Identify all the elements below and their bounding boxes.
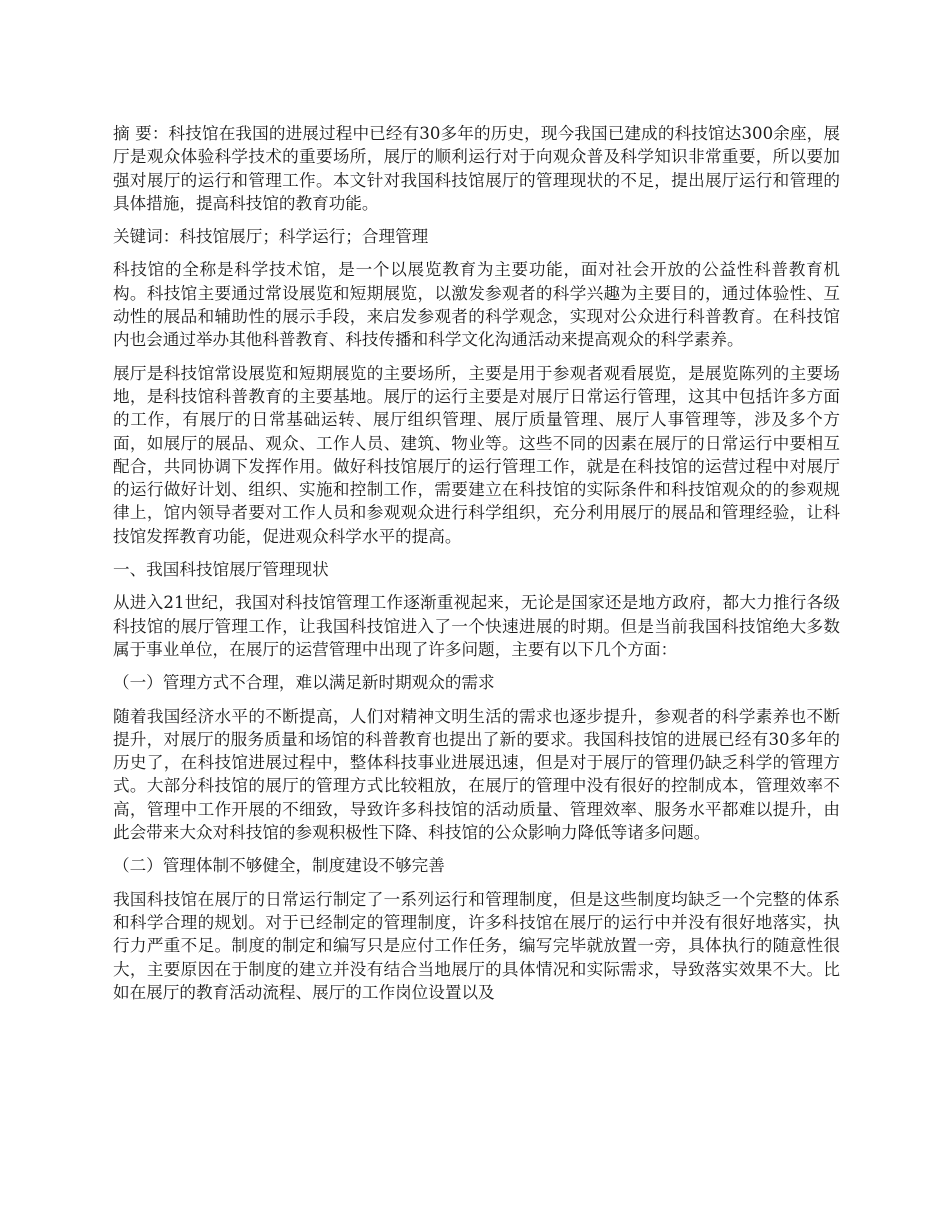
keywords-line: 关键词：科技馆展厅；科学运行；合理管理 (113, 227, 429, 247)
body-paragraph-5: 我国科技馆在展厅的日常运行制定了一系列运行和管理制度，但是这些制度均缺乏一个完整的体系和科学合理的规划。对于已经制定的管理制度，许多科技馆在展厅的运行中并没有很好地落实，执行力严重不足。制度的制定和编写只是应付工作任务，编写完毕就放置一旁，具体执行的随意性很大，主要原因在于制度的建立并没有结合当地展厅的具体情况和实际需求，导致落实效果不大。比如在展厅的教育活动流程、展厅的工作岗位设置以及 (113, 889, 840, 1002)
body-paragraph-1: 科技馆的全称是科学技术馆，是一个以展览教育为主要功能，面对社会开放的公益性科普教育机构。科技馆主要通过常设展览和短期展览，以激发参观者的科学兴趣为主要目的，通过体验性、互动性的展品和辅助性的展示手段，来启发参观者的科学观念，实现对公众进行科普教育。在科技馆内也会通过举办其他科普教育、科技传播和科学文化沟通活动来提高观众的科学素养。 (113, 260, 840, 350)
body-paragraph-4: 随着我国经济水平的不断提高，人们对精神文明生活的需求也逐步提升，参观者的科学素养也不断提升，对展厅的服务质量和场馆的科普教育也提出了新的要求。我国科技馆的进展已经有30多年的历史了，在科技馆进展过程中，整体科技事业进展迅速，但是对于展厅的管理仍缺乏科学的管理方式。大部分科技馆的展厅的管理方式比较粗放，在展厅的管理中没有很好的控制成本，管理效率不高，管理中工作开展的不细致，导致许多科技馆的活动质量、管理效率、服务水平都难以提升，由此会带来大众对科技馆的参观积极性下降、科技馆的公众影响力降低等诸多问题。 (113, 706, 840, 843)
section-heading-1: 一、我国科技馆展厅管理现状 (113, 560, 329, 580)
body-paragraph-2: 展厅是科技馆常设展览和短期展览的主要场所，主要是用于参观者观看展览，是展览陈列的主要场地，是科技馆科普教育的主要基地。展厅的运行主要是对展厅日常运行管理，这其中包括许多方面的工作，有展厅的日常基础运转、展厅组织管理、展厅质量管理、展厅人事管理等，涉及多个方面，如展厅的展品、观众、工作人员、建筑、物业等。这些不同的因素在展厅的日常运行中要相互配合，共同协调下发挥作用。做好科技馆展厅的运行管理工作，就是在科技馆的运营过程中对展厅的运行做好计划、组织、实施和控制工作，需要建立在科技馆的实际条件和科技馆观众的的参观规律上，馆内领导者要对工作人员和参观观众进行科学组织，充分利用展厅的展品和管理经验，让科技馆发挥教育功能，促进观众科学水平的提高。 (113, 363, 840, 546)
body-paragraph-3: 从进入21世纪，我国对科技馆管理工作逐渐重视起来，无论是国家还是地方政府，都大力推行各级科技馆的展厅管理工作，让我国科技馆进入了一个快速进展的时期。但是当前我国科技馆绝大多数属于事业单位，在展厅的运营管理中出现了许多问题，主要有以下几个方面： (113, 593, 840, 659)
abstract-paragraph: 摘 要：科技馆在我国的进展过程中已经有30多年的历史，现今我国已建成的科技馆达300余座，展厅是观众体验科学技术的重要场所，展厅的顺利运行对于向观众普及科学知识非常重要，所以要加强对展厅的运行和管理工作。本文针对我国科技馆展厅的管理现状的不足，提出展厅运行和管理的具体措施，提高科技馆的教育功能。 (113, 124, 840, 213)
subsection-heading-2: （二）管理体制不够健全，制度建设不够完善 (113, 856, 445, 876)
document-body (113, 122, 840, 1014)
subsection-heading-1: （一）管理方式不合理，难以满足新时期观众的需求 (113, 673, 495, 693)
